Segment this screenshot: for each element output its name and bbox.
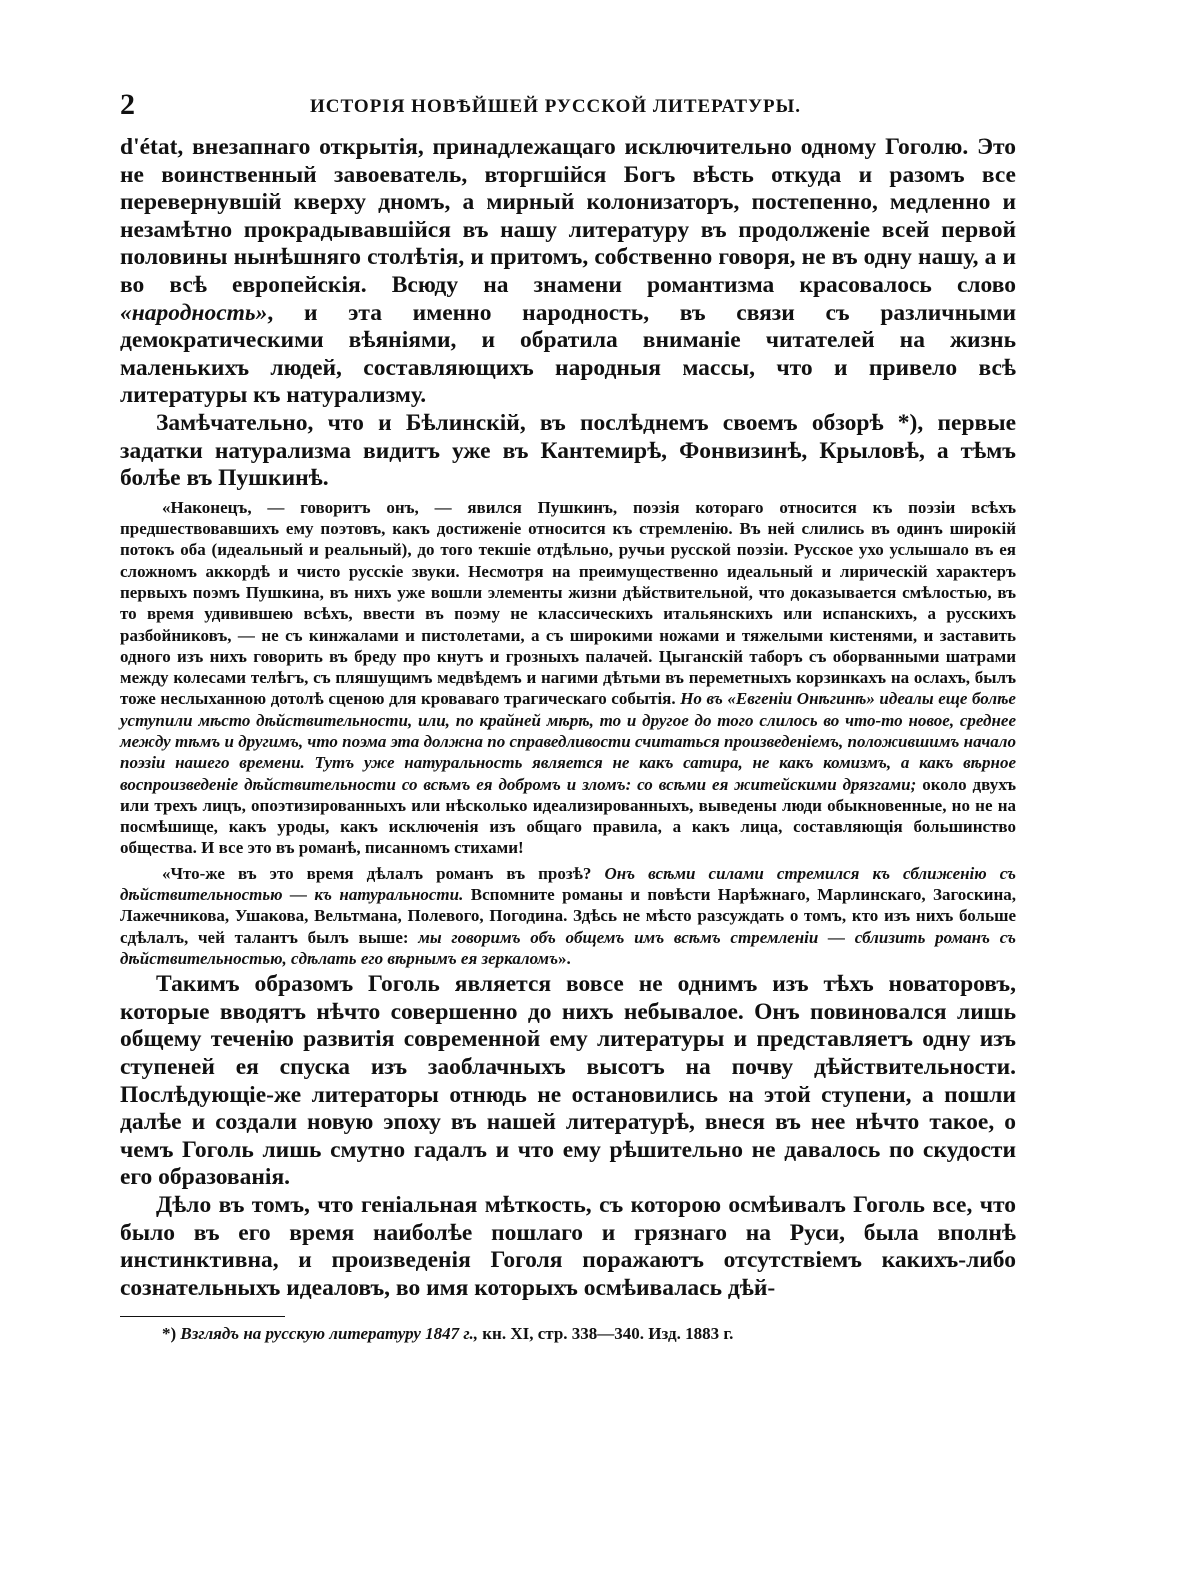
paragraph-4: Дѣло въ томъ, что геніальная мѣткость, съ которою осмѣивалъ Гоголь все, что было въ его время наиболѣе пошлаго и грязнаго на Руси, была вполнѣ инстинктивна, и произведенія Гоголя поражаютъ отсутствіемъ какихъ-либо сознательныхъ идеаловъ, во имя которыхъ осмѣивалась дѣй- <box>120 1192 1016 1301</box>
page-header <box>120 88 1016 128</box>
block-quote-2: «Что-же въ это время дѣлалъ романъ въ прозѣ? Онъ всѣми силами стремился къ сближенію съ дѣйствительностью — къ натуральности. Вспомните романы и повѣсти Нарѣжнаго, Марлинскаго, Загоскина, Лажечникова, Ушакова, Вельтмана, Полевого, Погодина. Здѣсь не мѣсто разсуждать о томъ, кто изъ нихъ больше сдѣлалъ, чей талантъ былъ выше: мы говоримъ объ общемъ имъ всѣмъ стремленіи — сблизить романъ съ дѣйствительностью, сдѣлать его вѣрнымъ ея зеркаломъ». <box>120 863 1016 968</box>
paragraph-1: d'état, внезапнаго открытія, принадлежащаго исключительно одному Гоголю. Это не воинственный завоеватель, вторгшійся Богъ вѣсть откуда и разомъ все перевернувшій кверху дномъ, а мирный колонизаторъ, постепенно, медленно и незамѣтно прокрадывавшійся въ нашу литературу въ продолженіе всей первой половины нынѣшняго столѣтія, и притомъ, собственно говоря, не въ одну нашу, а и во всѣ европейскія. Всюду на знамени романтизма красовалось слово «народность», и эта именно народность, въ связи съ различными демократическими вѣяніями, и обратила вниманіе читателей на жизнь маленькихъ людей, составляющихъ народныя массы, что и привело всѣ литературы къ натурализму. <box>120 134 1016 409</box>
paragraph-3: Такимъ образомъ Гоголь является вовсе не однимъ изъ тѣхъ новаторовъ, которые вводятъ нѣчто совершенно до нихъ небывалое. Онъ повиновался лишь общему теченію развитія современной ему литературы и представляетъ одну изъ ступеней ея спуска изъ заоблачныхъ высотъ на почву дѣйствительности. Послѣдующіе-же литераторы отнюдь не остановились на этой ступени, а пошли далѣе и создали новую эпоху въ нашей литературѣ, внеся въ нее нѣчто такое, о чемъ Гоголь лишь смутно гадалъ и что ему рѣшительно не давалось по скудости его образованія. <box>120 971 1016 1191</box>
footnote: *) Взглядъ на русскую литературу 1847 г., кн. XI, стр. 338—340. Изд. 1883 г. <box>162 1324 734 1344</box>
paragraph-2: Замѣчательно, что и Бѣлинскій, въ послѣднемъ своемъ обзорѣ *), первые задатки натурализма видитъ уже въ Кантемирѣ, Фонвизинѣ, Крыловѣ, а тѣмъ болѣе въ Пушкинѣ. <box>120 409 1016 492</box>
footnote-divider <box>120 1316 285 1317</box>
emphasis-narodnost: «народность» <box>120 299 268 326</box>
block-quote-1: «Наконецъ, — говоритъ онъ, — явился Пушкинъ, поэзія котораго относится къ поэзіи всѣхъ предшествовавшихъ ему поэтовъ, какъ достиженіе относится къ стремленію. Въ ней слились въ одинъ широкій потокъ оба (идеальный и реальный), до того текшіе отдѣльно, ручьи русской поэзіи. Русское ухо услышало въ ея сложномъ аккордѣ и чисто русскіе звуки. Несмотря на преимущественно идеальный и лирическій характеръ первыхъ поэмъ Пушкина, въ нихъ уже вошли элементы жизни дѣйствительной, что доказывается смѣлостью, въ то время удивившею всѣхъ, ввести въ поэму не классическихъ итальянскихъ или испанскихъ, а русскихъ разбойниковъ, — не съ кинжалами и пистолетами, а съ широкими ножами и тяжелыми кистенями, и заставить одного изъ нихъ говорить въ бреду про кнутъ и грозныхъ палачей. Цыганскій таборъ съ оборванными шатрами между колесами телѣгъ, съ пляшущимъ медвѣдемъ и нагими дѣтьми въ переметныхъ корзинкахъ на ослахъ, былъ тоже неслыханною дотолѣ сценою для кроваваго трагическаго событія. Но въ «Евгеніи Онѣгинѣ» идеалы еще болѣе уступили мѣсто дѣйствительности, или, по крайней мѣрѣ, то и другое до того слилось во что-то новое, среднее между тѣмъ и другимъ, что поэма эта должна по справедливости считаться произведеніемъ, положившимъ начало поэзіи нашего времени. Тутъ уже натуральность является не какъ сатира, не какъ комизмъ, а какъ вѣрное воспроизведеніе дѣйствительности со всѣмъ ея добромъ и зломъ: со всѣми ея житейскими дрязгами; около двухъ или трехъ лицъ, опоэтизированныхъ или нѣсколько идеализированныхъ, выведены люди обыкновенные, но не на посмѣшище, какъ уроды, какъ исключенія изъ общаго правила, а какъ лица, составляющія большинство общества. И все это въ романѣ, писанномъ стихами! <box>120 497 1016 858</box>
page-number: 2 <box>120 88 135 121</box>
body-text <box>120 134 1016 1302</box>
book-page <box>120 88 1016 1345</box>
running-title: ИСТОРІЯ НОВѢЙШЕЙ РУССКОЙ ЛИТЕРАТУРЫ. <box>310 96 802 117</box>
